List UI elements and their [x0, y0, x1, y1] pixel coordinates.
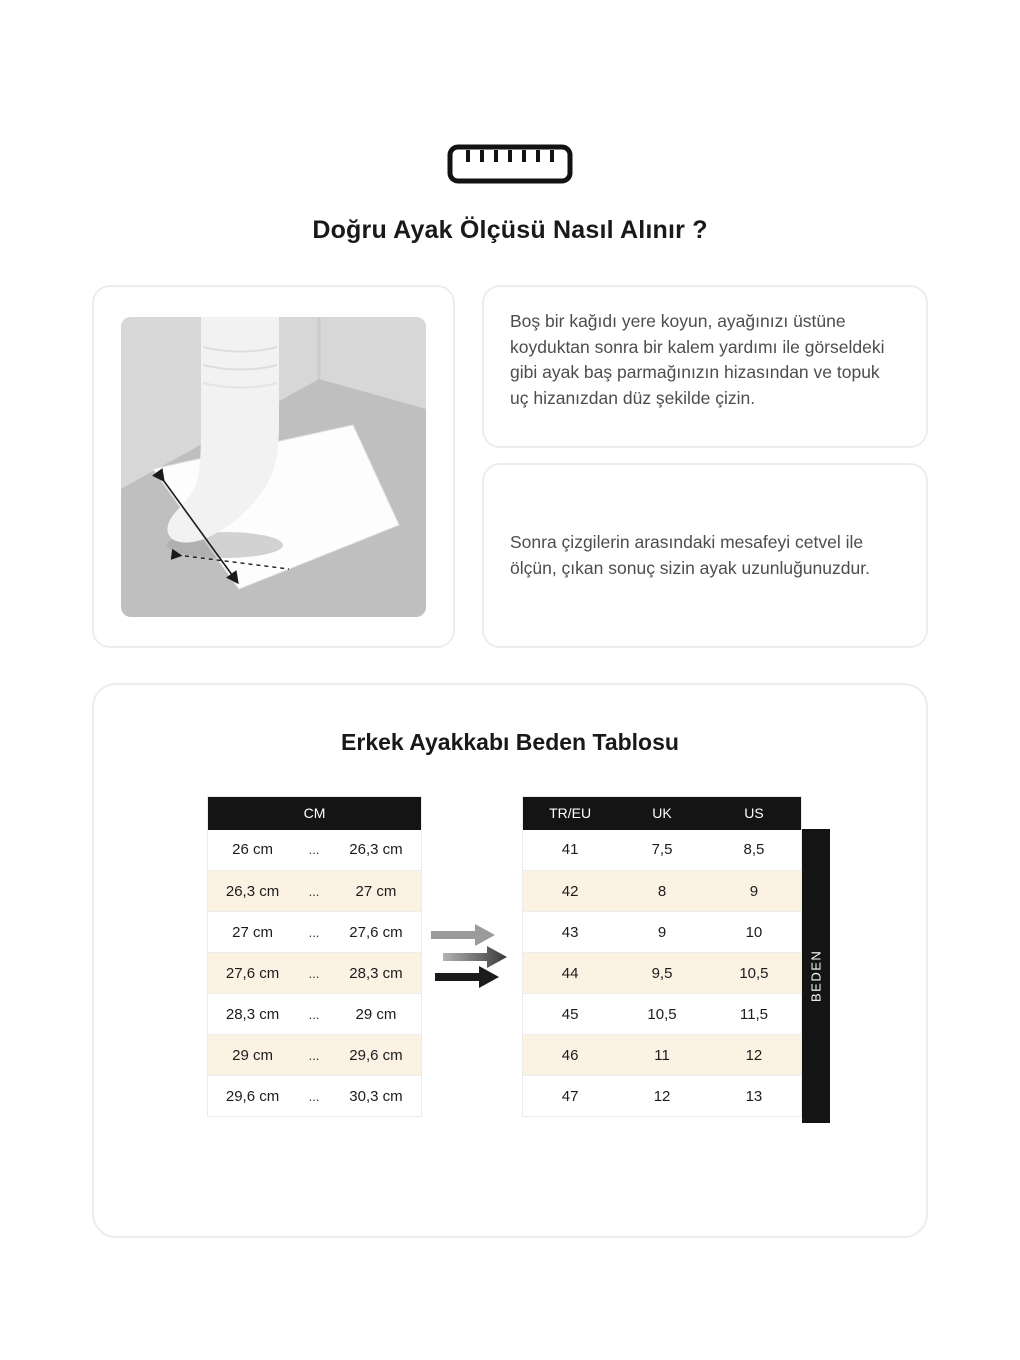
instruction-card-measure	[482, 463, 928, 648]
table-row	[208, 871, 422, 912]
cm-separator: ...	[297, 1035, 331, 1076]
cm-separator: ...	[297, 953, 331, 994]
size-us: 10	[707, 912, 802, 953]
size-uk: 9	[617, 912, 707, 953]
size-treu: 44	[523, 953, 618, 994]
size-uk: 10,5	[617, 994, 707, 1035]
size-uk: 8	[617, 871, 707, 912]
size-treu: 43	[523, 912, 618, 953]
cm-from: 27 cm	[208, 912, 298, 953]
foot-measurement-illustration	[121, 317, 426, 617]
size-us: 11,5	[707, 994, 802, 1035]
cm-to: 26,3 cm	[331, 830, 422, 871]
table-row	[523, 1076, 802, 1117]
size-uk: 11	[617, 1035, 707, 1076]
instruction-card-draw	[482, 285, 928, 448]
table-row	[523, 953, 802, 994]
table-row	[208, 912, 422, 953]
cm-table-header: CM	[208, 797, 422, 830]
size-guide-title: Erkek Ayakkabı Beden Tablosu	[341, 729, 679, 755]
size-us: 10,5	[707, 953, 802, 994]
table-row	[208, 830, 422, 871]
cm-to: 29,6 cm	[331, 1035, 422, 1076]
table-row	[208, 1076, 422, 1117]
cm-separator: ...	[297, 871, 331, 912]
cm-separator: ...	[297, 830, 331, 871]
size-treu: 42	[523, 871, 618, 912]
size-us: 12	[707, 1035, 802, 1076]
instruction-text-draw: Boş bir kağıdı yere koyun, ayağınızı üstüne koyduktan sonra bir kalem yardımı ile görseldeki gibi ayak baş parmağınızın hizasından ve topuk uç hizanızdan düz şekilde çizin.	[510, 311, 885, 409]
cm-from: 28,3 cm	[208, 994, 298, 1035]
size-treu: 46	[523, 1035, 618, 1076]
table-row	[208, 953, 422, 994]
size-treu: 41	[523, 830, 618, 871]
size-table	[522, 796, 802, 1117]
cm-separator: ...	[297, 912, 331, 953]
size-us: 8,5	[707, 830, 802, 871]
conversion-arrows-wrap	[422, 922, 522, 988]
table-row	[523, 994, 802, 1035]
size-tables	[94, 796, 926, 1123]
size-uk: 12	[617, 1076, 707, 1117]
cm-from: 27,6 cm	[208, 953, 298, 994]
cm-to: 27,6 cm	[331, 912, 422, 953]
cm-table	[207, 796, 422, 1117]
table-row	[523, 1035, 802, 1076]
cm-to: 30,3 cm	[331, 1076, 422, 1117]
size-us: 13	[707, 1076, 802, 1117]
ruler-icon-wrap	[0, 142, 1020, 186]
cm-to: 27 cm	[331, 871, 422, 912]
cm-from: 29,6 cm	[208, 1076, 298, 1117]
cm-separator: ...	[297, 1076, 331, 1117]
size-treu: 45	[523, 994, 618, 1035]
instruction-text-measure: Sonra çizgilerin arasındaki mesafeyi cetvel ile ölçün, çıkan sonuç sizin ayak uzunluğunuzdur.	[510, 531, 870, 578]
size-uk: 7,5	[617, 830, 707, 871]
beden-side-label: BEDEN	[802, 829, 830, 1123]
ruler-icon	[447, 142, 573, 186]
size-table-header-treu: TR/EU	[523, 797, 618, 830]
size-treu: 47	[523, 1076, 618, 1117]
size-us: 9	[707, 871, 802, 912]
table-row	[523, 871, 802, 912]
table-row	[523, 830, 802, 871]
table-row	[208, 1035, 422, 1076]
size-table-header-us: US	[707, 797, 802, 830]
cm-from: 26 cm	[208, 830, 298, 871]
measurement-section	[92, 285, 928, 648]
cm-to: 28,3 cm	[331, 953, 422, 994]
cm-to: 29 cm	[331, 994, 422, 1035]
instructions-column	[482, 285, 928, 648]
size-uk: 9,5	[617, 953, 707, 994]
international-size-group	[522, 796, 830, 1123]
photo-card	[92, 285, 455, 648]
conversion-arrows-icon	[431, 922, 513, 988]
cm-from: 29 cm	[208, 1035, 298, 1076]
page-title: Doğru Ayak Ölçüsü Nasıl Alınır ?	[312, 216, 708, 244]
cm-from: 26,3 cm	[208, 871, 298, 912]
table-row	[523, 912, 802, 953]
size-table-header-uk: UK	[617, 797, 707, 830]
cm-separator: ...	[297, 994, 331, 1035]
size-guide-card	[92, 683, 928, 1238]
table-row	[208, 994, 422, 1035]
